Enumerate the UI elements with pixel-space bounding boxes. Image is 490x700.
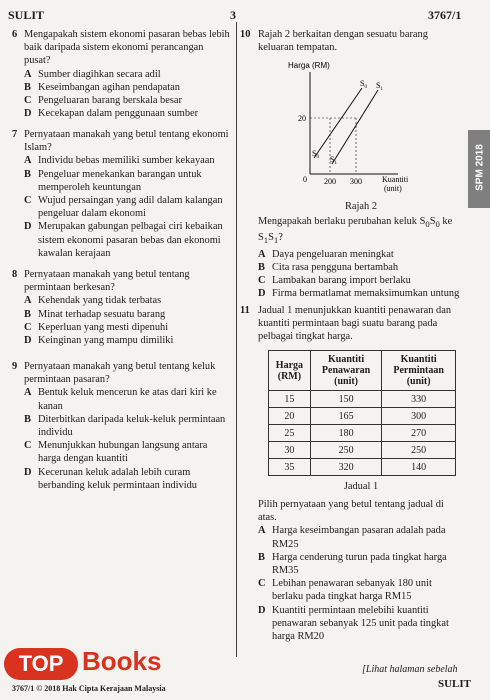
question-11-text: Jadual 1 menunjukkan kuantiti penawaran dan kuantiti permintaan bagi suatu barang pada pelbagai tingkat harga. bbox=[258, 305, 452, 343]
q11-stem-text: Pilih pernyataan yang betul tentang jadual di atas. bbox=[258, 499, 444, 524]
question-11-stem bbox=[258, 498, 464, 643]
spm-side-tab: SPM 2018 bbox=[468, 130, 490, 208]
table-row: 25 180 270 bbox=[269, 425, 456, 442]
table-row: 35 320 140 bbox=[269, 459, 456, 476]
s0-label-top: $S_0$ bbox=[360, 79, 367, 90]
column-divider bbox=[236, 22, 237, 657]
q6-option-d: D Kecekapan dalam penggunaan sumber bbox=[24, 108, 199, 120]
table-caption: Jadual 1 bbox=[343, 481, 379, 492]
next-page-note: [Lihat halaman sebelah bbox=[362, 664, 458, 675]
question-7: 7 Pernyataan manakah yang betul tentang ekonomi Islam? A Individu bebas memiliki sumber kekayaan B Pengeluar menekankan barangan untuk memperoleh keuntungan C Wujud persaingan yang adil dalam kalangan pengeluar dalam ekonomi D Merupakan gabungan pelbagai ciri kebaikan sistem ekonomi pasaran bebas dan ekonomi kawalan kerajaan bbox=[24, 128, 232, 260]
q10-option-a: A Daya pengeluaran meningkat bbox=[258, 248, 394, 260]
q11-option-c: C Lebihan penawaran sebanyak 180 unit berlaku pada tingkat harga RM15 bbox=[258, 578, 432, 603]
table-row: 20 165 300 bbox=[269, 408, 456, 425]
s0-label-bottom: $S_0$ bbox=[312, 149, 319, 160]
question-9: 9 Pernyataan manakah yang betul tentang keluk permintaan pasaran? A Bentuk keluk mencerun ke atas dari kiri ke kanan B Diterbitkan daripada keluk-keluk permintaan individu C Menunjukkan hubungan langsung antara harga dengan kuantiti D Kecerunan keluk adalah lebih curam berbanding keluk permintaan individu bbox=[24, 360, 232, 492]
question-11: 11 Jadual 1 menunjukkan kuantiti penawaran dan kuantiti permintaan bagi suatu barang pada pelbagai tingkat harga. bbox=[258, 304, 464, 344]
s1-label-bottom: $S_1$ bbox=[330, 155, 337, 166]
question-6: 6 Mengapakah sistem ekonomi pasaran bebas lebih baik daripada sistem ekonomi perancangan pusat? A Sumber diagihkan secara adil B Keseimbangan agihan pendapatan C Pengeluaran barang berskala besar D Kecekapan dalam penggunaan sumber bbox=[24, 28, 232, 120]
q8-option-a: A Kehendak yang tidak terbatas bbox=[24, 295, 162, 307]
logo-top-badge: TOP bbox=[4, 648, 78, 680]
question-8-text: Pernyataan manakah yang betul tentang permintaan berkesan? bbox=[24, 269, 190, 294]
q8-option-d: D Keinginan yang mampu dimiliki bbox=[24, 335, 174, 347]
supply-graph bbox=[270, 58, 420, 198]
question-7-text: Pernyataan manakah yang betul tentang ekonomi Islam? bbox=[24, 129, 229, 154]
q7-option-a: A Individu bebas memiliki sumber kekayaan bbox=[24, 155, 215, 167]
q7-option-c: C Wujud persaingan yang adil dalam kalangan pengeluar dalam ekonomi bbox=[24, 195, 223, 220]
graph-x-unit: (unit) bbox=[384, 184, 402, 193]
table-header-row bbox=[269, 351, 456, 391]
q11-option-b: B Harga cenderung turun pada tingkat harga RM35 bbox=[258, 551, 447, 577]
q9-option-a: A Bentuk keluk mencerun ke atas dari kiri ke kanan bbox=[24, 387, 217, 412]
q9-option-b: B Diterbitkan daripada keluk-keluk permintaan individu bbox=[24, 413, 226, 439]
q7-option-d: D Merupakan gabungan pelbagai ciri kebaikan sistem ekonomi pasaran bebas dan ekonomi kawalan kerajaan bbox=[24, 221, 223, 259]
q10-option-c: C Lambakan barang import berlaku bbox=[258, 274, 411, 286]
graph-y-label: Harga (RM) bbox=[288, 61, 330, 70]
question-10-text: Rajah 2 berkaitan dengan sesuatu barang keluaran tempatan. bbox=[258, 29, 428, 54]
page-number: 3 bbox=[230, 8, 236, 22]
q6-option-a: A Sumber diagihkan secara adil bbox=[24, 68, 161, 80]
logo-books-text: Books bbox=[82, 646, 162, 676]
q9-option-c: C Menunjukkan hubungan langsung antara harga dengan kuantiti bbox=[24, 440, 208, 465]
graph-x-label: Kuantiti bbox=[382, 175, 409, 184]
header-penawaran: Kuantiti Penawaran (unit) bbox=[310, 351, 381, 391]
curve-s0 bbox=[314, 88, 362, 158]
topbooks-logo bbox=[4, 648, 174, 682]
curve-s1 bbox=[332, 90, 378, 164]
q10-option-d: D Firma bermatlamat memaksimumkan untung bbox=[258, 288, 460, 300]
graph-x-tick-300: 300 bbox=[350, 177, 362, 186]
footer-sulit: SULIT bbox=[438, 678, 472, 690]
q9-option-d: D Kecerunan keluk adalah lebih curam berbanding keluk permintaan individu bbox=[24, 466, 197, 491]
copyright-text: 3767/1 © 2018 Hak Cipta Kerajaan Malaysia bbox=[12, 684, 166, 693]
s1-label-top: $S_1$ bbox=[376, 81, 383, 92]
q11-option-d: D Kuantiti permintaan melebihi kuantiti penawaran sebanyak 125 unit pada tingkat harga RM20 bbox=[258, 604, 449, 643]
q8-option-b: B Minat terhadap sesuatu barang bbox=[24, 308, 166, 320]
header-harga: Harga (RM) bbox=[269, 351, 311, 391]
graph-y-tick-20: 20 bbox=[298, 114, 306, 123]
header-sulit: SULIT bbox=[8, 8, 45, 22]
q7-option-b: B Pengeluar menekankan barangan untuk memperoleh keuntungan bbox=[24, 168, 202, 193]
question-6-text: Mengapakah sistem ekonomi pasaran bebas lebih baik daripada sistem ekonomi perancangan pusat? bbox=[24, 29, 230, 67]
q10-stem-text: Mengapakah berlaku perubahan keluk $S_0S_0$ ke $S_1S_1$? bbox=[258, 216, 453, 246]
demand-supply-table bbox=[268, 350, 456, 476]
q11-option-a: A Harga keseimbangan pasaran adalah pada RM25 bbox=[258, 525, 446, 550]
figure-caption: Rajah 2 bbox=[344, 201, 378, 212]
question-10-stem bbox=[258, 215, 464, 300]
q6-option-c: C Pengeluaran barang berskala besar bbox=[24, 95, 182, 107]
table-row: 15 150 330 bbox=[269, 391, 456, 408]
graph-x-tick-200: 200 bbox=[324, 177, 336, 186]
question-10: 10 Rajah 2 berkaitan dengan sesuatu barang keluaran tempatan. bbox=[258, 28, 464, 54]
q6-option-b: B Keseimbangan agihan pendapatan bbox=[24, 81, 180, 93]
graph-origin: 0 bbox=[303, 175, 307, 184]
header-permintaan: Kuantiti Permintaan (unit) bbox=[382, 351, 456, 391]
paper-code: 3767/1 bbox=[428, 8, 462, 22]
q8-option-c: C Keperluan yang mesti dipenuhi bbox=[24, 321, 169, 333]
question-8: 8 Pernyataan manakah yang betul tentang permintaan berkesan? A Kehendak yang tidak terbatas B Minat terhadap sesuatu barang C Keperluan yang mesti dipenuhi D Keinginan yang mampu dimiliki bbox=[24, 268, 232, 347]
q10-option-b: B Cita rasa pengguna bertambah bbox=[258, 261, 399, 273]
question-9-text: Pernyataan manakah yang betul tentang keluk permintaan pasaran? bbox=[24, 361, 216, 386]
table-row: 30 250 250 bbox=[269, 442, 456, 459]
